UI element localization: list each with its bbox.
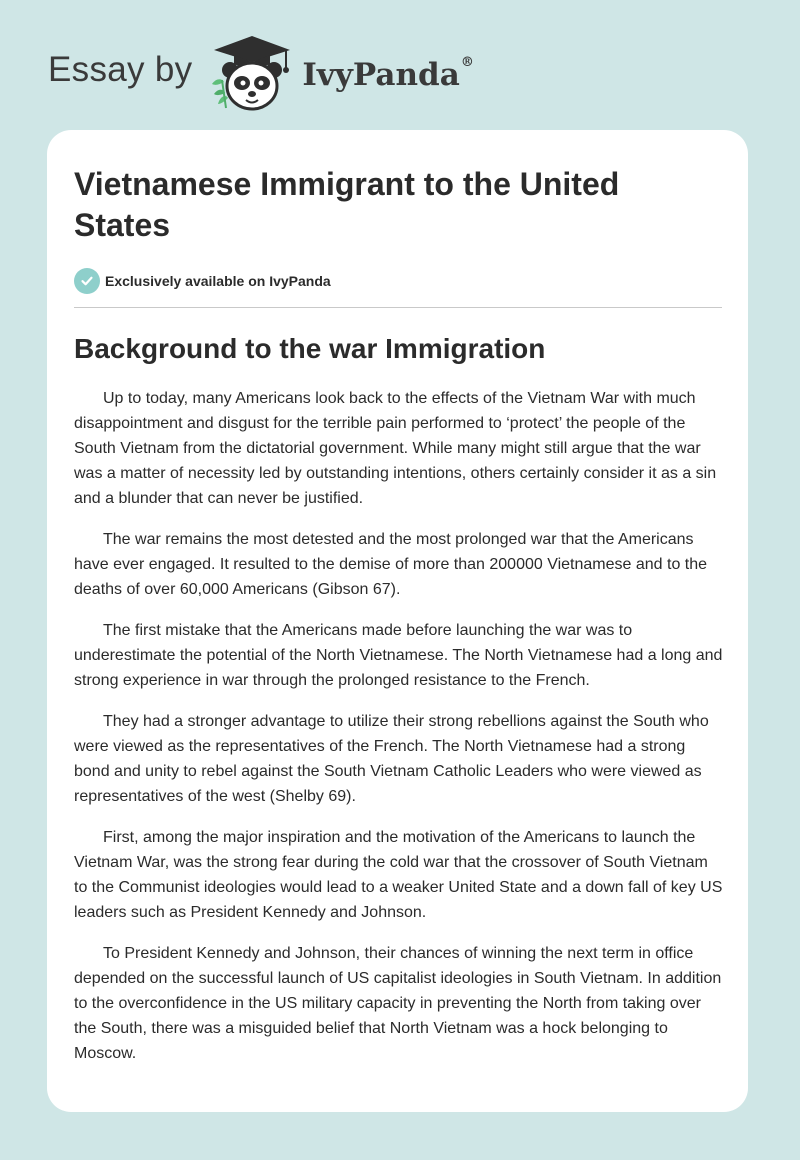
paragraph: First, among the major inspiration and the motivation of the Americans to launch the Vietnam War, was the strong fear during the cold war that the crossover of South Vietnam to the Communist ideologies would lead to a weaker United State and a down fall of key US leaders such as President Kennedy and Johnson. (74, 829, 723, 921)
site-header (48, 34, 474, 114)
registered-mark: ® (460, 55, 474, 70)
paragraph: Up to today, many Americans look back to the effects of the Vietnam War with much disappointment and disgust for the terrible pain performed to ‘protect’ the people of the South Vietnam from the dictatorial government. While many might still argue that the war was a matter of necessity led by outstanding intentions, others certainly consider it as a sin and a blunder that can never be justified. (74, 390, 717, 507)
essay-by-label: Essay by (48, 50, 193, 89)
paragraph: The war remains the most detested and the most prolonged war that the Americans have ever engaged. It resulted to the demise of more than 200000 Vietnamese and to the deaths of over 60,000 Americans (Gibson 67). (74, 531, 708, 598)
paragraph: To President Kennedy and Johnson, their chances of winning the next term in office depended on the successful launch of US capitalist ideologies in South Vietnam. In addition to the overconfidence in the US military capacity in preventing the North from taking over the South, there was a misguided belief that North Vietnam was a hock belonging to Moscow. (74, 945, 722, 1062)
paragraph: The first mistake that the Americans made before launching the war was to underestimate the potential of the North Vietnamese. The North Vietnamese had a long and strong experience in war through the prolonged resistance to the French. (74, 622, 723, 689)
exclusive-badge (74, 267, 722, 295)
divider (74, 307, 722, 308)
essay-card (47, 130, 748, 1112)
page-title: Vietnamese Immigrant to the United States (74, 166, 620, 243)
brand-name[interactable]: IvyPanda® (302, 55, 474, 93)
panda-logo-icon[interactable] (206, 34, 298, 114)
section-heading: Background to the war Immigration (74, 333, 546, 364)
exclusive-label: Exclusively available on IvyPanda (105, 273, 331, 289)
paragraph: They had a stronger advantage to utilize their strong rebellions against the South who were viewed as the representatives of the French. The North Vietnamese had a strong bond and unity to rebel against the South Vietnam Catholic Leaders who were viewed as representatives of the west (Shelby 69). (74, 713, 709, 805)
check-circle-icon (74, 268, 100, 294)
